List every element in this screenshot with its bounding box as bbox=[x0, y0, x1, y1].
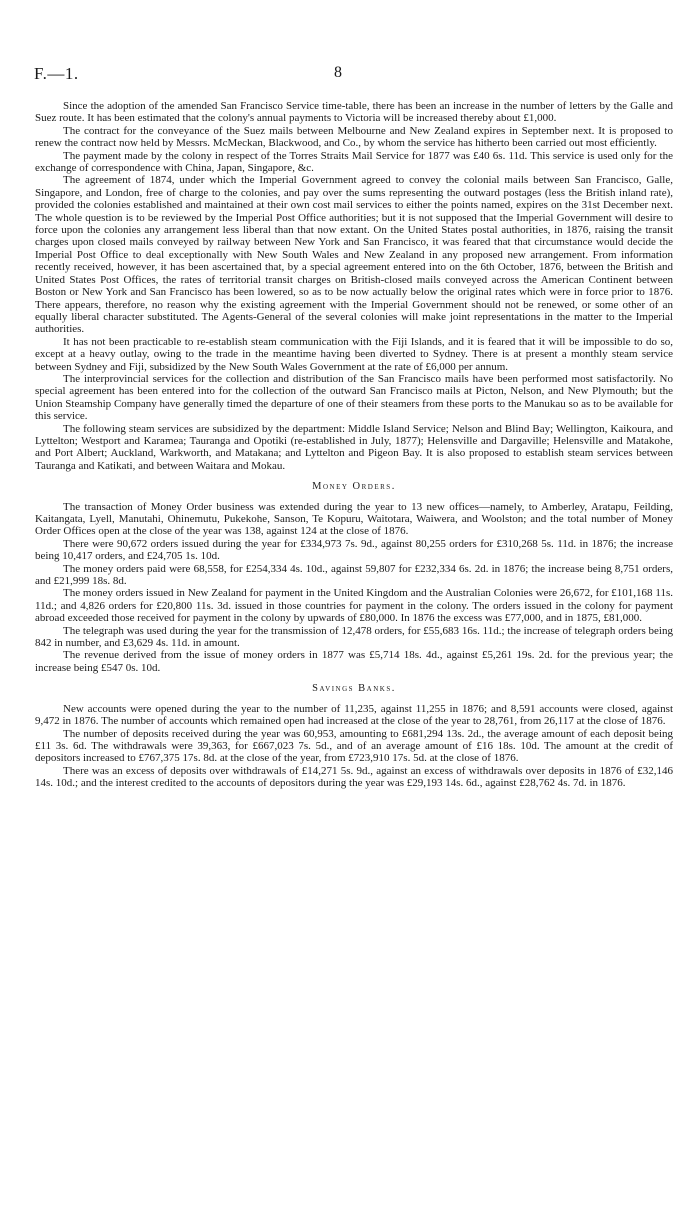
page-body bbox=[35, 100, 673, 790]
paragraph: Since the adoption of the amended San Francisco Service time-table, there has been an increase in the number of letters by the Galle and Suez route. It has been estimated that the colony's annual payments to Victoria will be increased thereby about £1,000. bbox=[35, 100, 673, 125]
savings-banks-section bbox=[35, 703, 673, 790]
money-orders-heading: Money Orders. bbox=[312, 481, 396, 493]
page-number: 8 bbox=[334, 64, 342, 81]
paragraph: The agreement of 1874, under which the Imperial Government agreed to convey the colonial mails between San Francisco, Galle, Singapore, and London, free of charge to the colonies, and pay over the sums representing the outward postages (less the British inland rate), provided the colonies established and maintained at their own cost mail services to either the points named, expires on the 31st December next. The whole question is to be reviewed by the Imperial Post Office authorities; but it is not supposed that the Imperial Government will desire to force upon the colonies any arrangement less liberal than that now extant. On the United States postal authorities, in 1876, raising the transit charges upon closed mails conveyed by railway between New York and San Francisco, it was feared that that circumstance would decide the Imperial Post Office to deal exceptionally with New South Wales and New Zealand in any proposed new arrangement. From information recently received, however, it has been ascertained that, by a special agreement entered into on the 6th October, 1876, between the British and United States Post Offices, the rates of territorial transit charges on British-closed mails conveyed across the American Continent between Boston or New York and San Francisco has been lowered, so as to be now actually below the original rates which were in force prior to 1876. There appears, therefore, no reason why the existing agreement with the Imperial Government should not be renewed, or some other of an equally liberal character substituted. The Agents-General of the several colonies will make joint representations in the matter to the Imperial authorities. bbox=[35, 174, 673, 336]
document-reference: F.—1. bbox=[34, 64, 79, 83]
paragraph: The money orders issued in New Zealand for payment in the United Kingdom and the Australian Colonies were 26,672, for £101,168 11s. 11d.; and 4,826 orders for £20,800 11s. 3d. issued in those countries for payment in the colony. The orders issued in the colony for payment abroad exceeded those received for payment in the colony by upwards of £80,000. In 1876 the excess was £77,000, and in 1875, £81,000. bbox=[35, 587, 673, 625]
paragraph: The number of deposits received during the year was 60,953, amounting to £681,294 13s. 2d., the average amount of each deposit being £11 3s. 6d. The withdrawals were 39,363, for £667,023 7s. 5d., and of an average amount of £16 18s. 10d. The amount at the credit of depositors increased to £767,375 17s. 8d. at the close of the year, from £723,910 17s. 5d. at the close of 1876. bbox=[35, 727, 673, 765]
paragraph: New accounts were opened during the year to the number of 11,235, against 11,255 in 1876; and 8,591 accounts were closed, against 9,472 in 1876. The number of accounts which remained open had increased at the close of the year to 28,761, from 26,117 at the close of 1876. bbox=[35, 702, 673, 728]
paragraph: It has not been practicable to re-establish steam communication with the Fiji Islands, and it is feared that it will be impossible to do so, except at a heavy outlay, owing to the trade in the meantime having been diverted to Sydney. There is at present a monthly steam service between Sydney and Fiji, subsidized by the New South Wales Government at the rate of £6,000 per annum. bbox=[35, 335, 673, 373]
paragraph: The revenue derived from the issue of money orders in 1877 was £5,714 18s. 4d., against £5,261 19s. 2d. for the previous year; the increase being £547 0s. 10d. bbox=[35, 649, 673, 674]
paragraph: The money orders paid were 68,558, for £254,334 4s. 10d., against 59,807 for £232,334 6s. 2d. in 1876; the increase being 8,751 orders, and £21,999 18s. 8d. bbox=[35, 562, 673, 588]
paragraph: There was an excess of deposits over withdrawals of £14,271 5s. 9d., against an excess of withdrawals over deposits in 1876 of £32,146 14s. 10d.; and the interest credited to the accounts of depositors during the year was £29,193 14s. 6d., against £28,762 4s. 7d. in 1876. bbox=[35, 764, 673, 790]
paragraph: The transaction of Money Order business was extended during the year to 13 new offices—namely, to Amberley, Aratapu, Feilding, Kaitangata, Lyell, Manutahi, Ohinemutu, Pukekohe, Sanson, Te Kopuru, Waitotara, Waiwera, and Woolston; and the total number of Money Order Offices open at the close of the year was 138, against 124 at the close of 1876. bbox=[35, 500, 673, 538]
paragraph: The contract for the conveyance of the Suez mails between Melbourne and New Zealand expires in September next. It is proposed to renew the contract now held by Messrs. McMeckan, Blackwood, and Co., by whom the service has hitherto been carried out most efficiently. bbox=[35, 124, 673, 150]
savings-banks-heading: Savings Banks. bbox=[312, 683, 396, 695]
paragraph: The interprovincial services for the collection and distribution of the San Francisco mails have been performed most satisfactorily. No special agreement has been entered into for the collection of the outward San Francisco mails at Picton, Nelson, and New Plymouth; but the Union Steamship Company have generally timed the departure of one of their steamers from these ports to the Manukau so as to be available for this service. bbox=[35, 372, 673, 423]
paragraph: There were 90,672 orders issued during the year for £334,973 7s. 9d., against 80,255 orders for £310,268 5s. 11d. in 1876; the increase being 10,417 orders, and £24,705 1s. 10d. bbox=[35, 537, 673, 563]
paragraph: The following steam services are subsidized by the department: Middle Island Service; Nelson and Blind Bay; Wellington, Kaikoura, and Lyttelton; Westport and Karamea; Tauranga and Opotiki (re-established in July, 1877); Helensville and Dargaville; Helensville and Matakohe, and Port Albert; Auckland, Warkworth, and Matakana; and Lyttelton and Pigeon Bay. It is also proposed to establish steam services between Tauranga and Katikati, and between Waitara and Mokau. bbox=[35, 422, 673, 472]
paragraph: The telegraph was used during the year for the transmission of 12,478 orders, for £55,683 16s. 11d.; the increase of telegraph orders being 842 in number, and £3,629 4s. 11d. in amount. bbox=[35, 624, 673, 650]
money-orders-section bbox=[35, 501, 673, 675]
page-header bbox=[34, 64, 674, 84]
mail-services-section bbox=[35, 100, 673, 472]
paragraph: The payment made by the colony in respect of the Torres Straits Mail Service for 1877 was £40 6s. 11d. This service is used only for the exchange of correspondence with China, Japan, Singapore, &c. bbox=[35, 149, 673, 175]
